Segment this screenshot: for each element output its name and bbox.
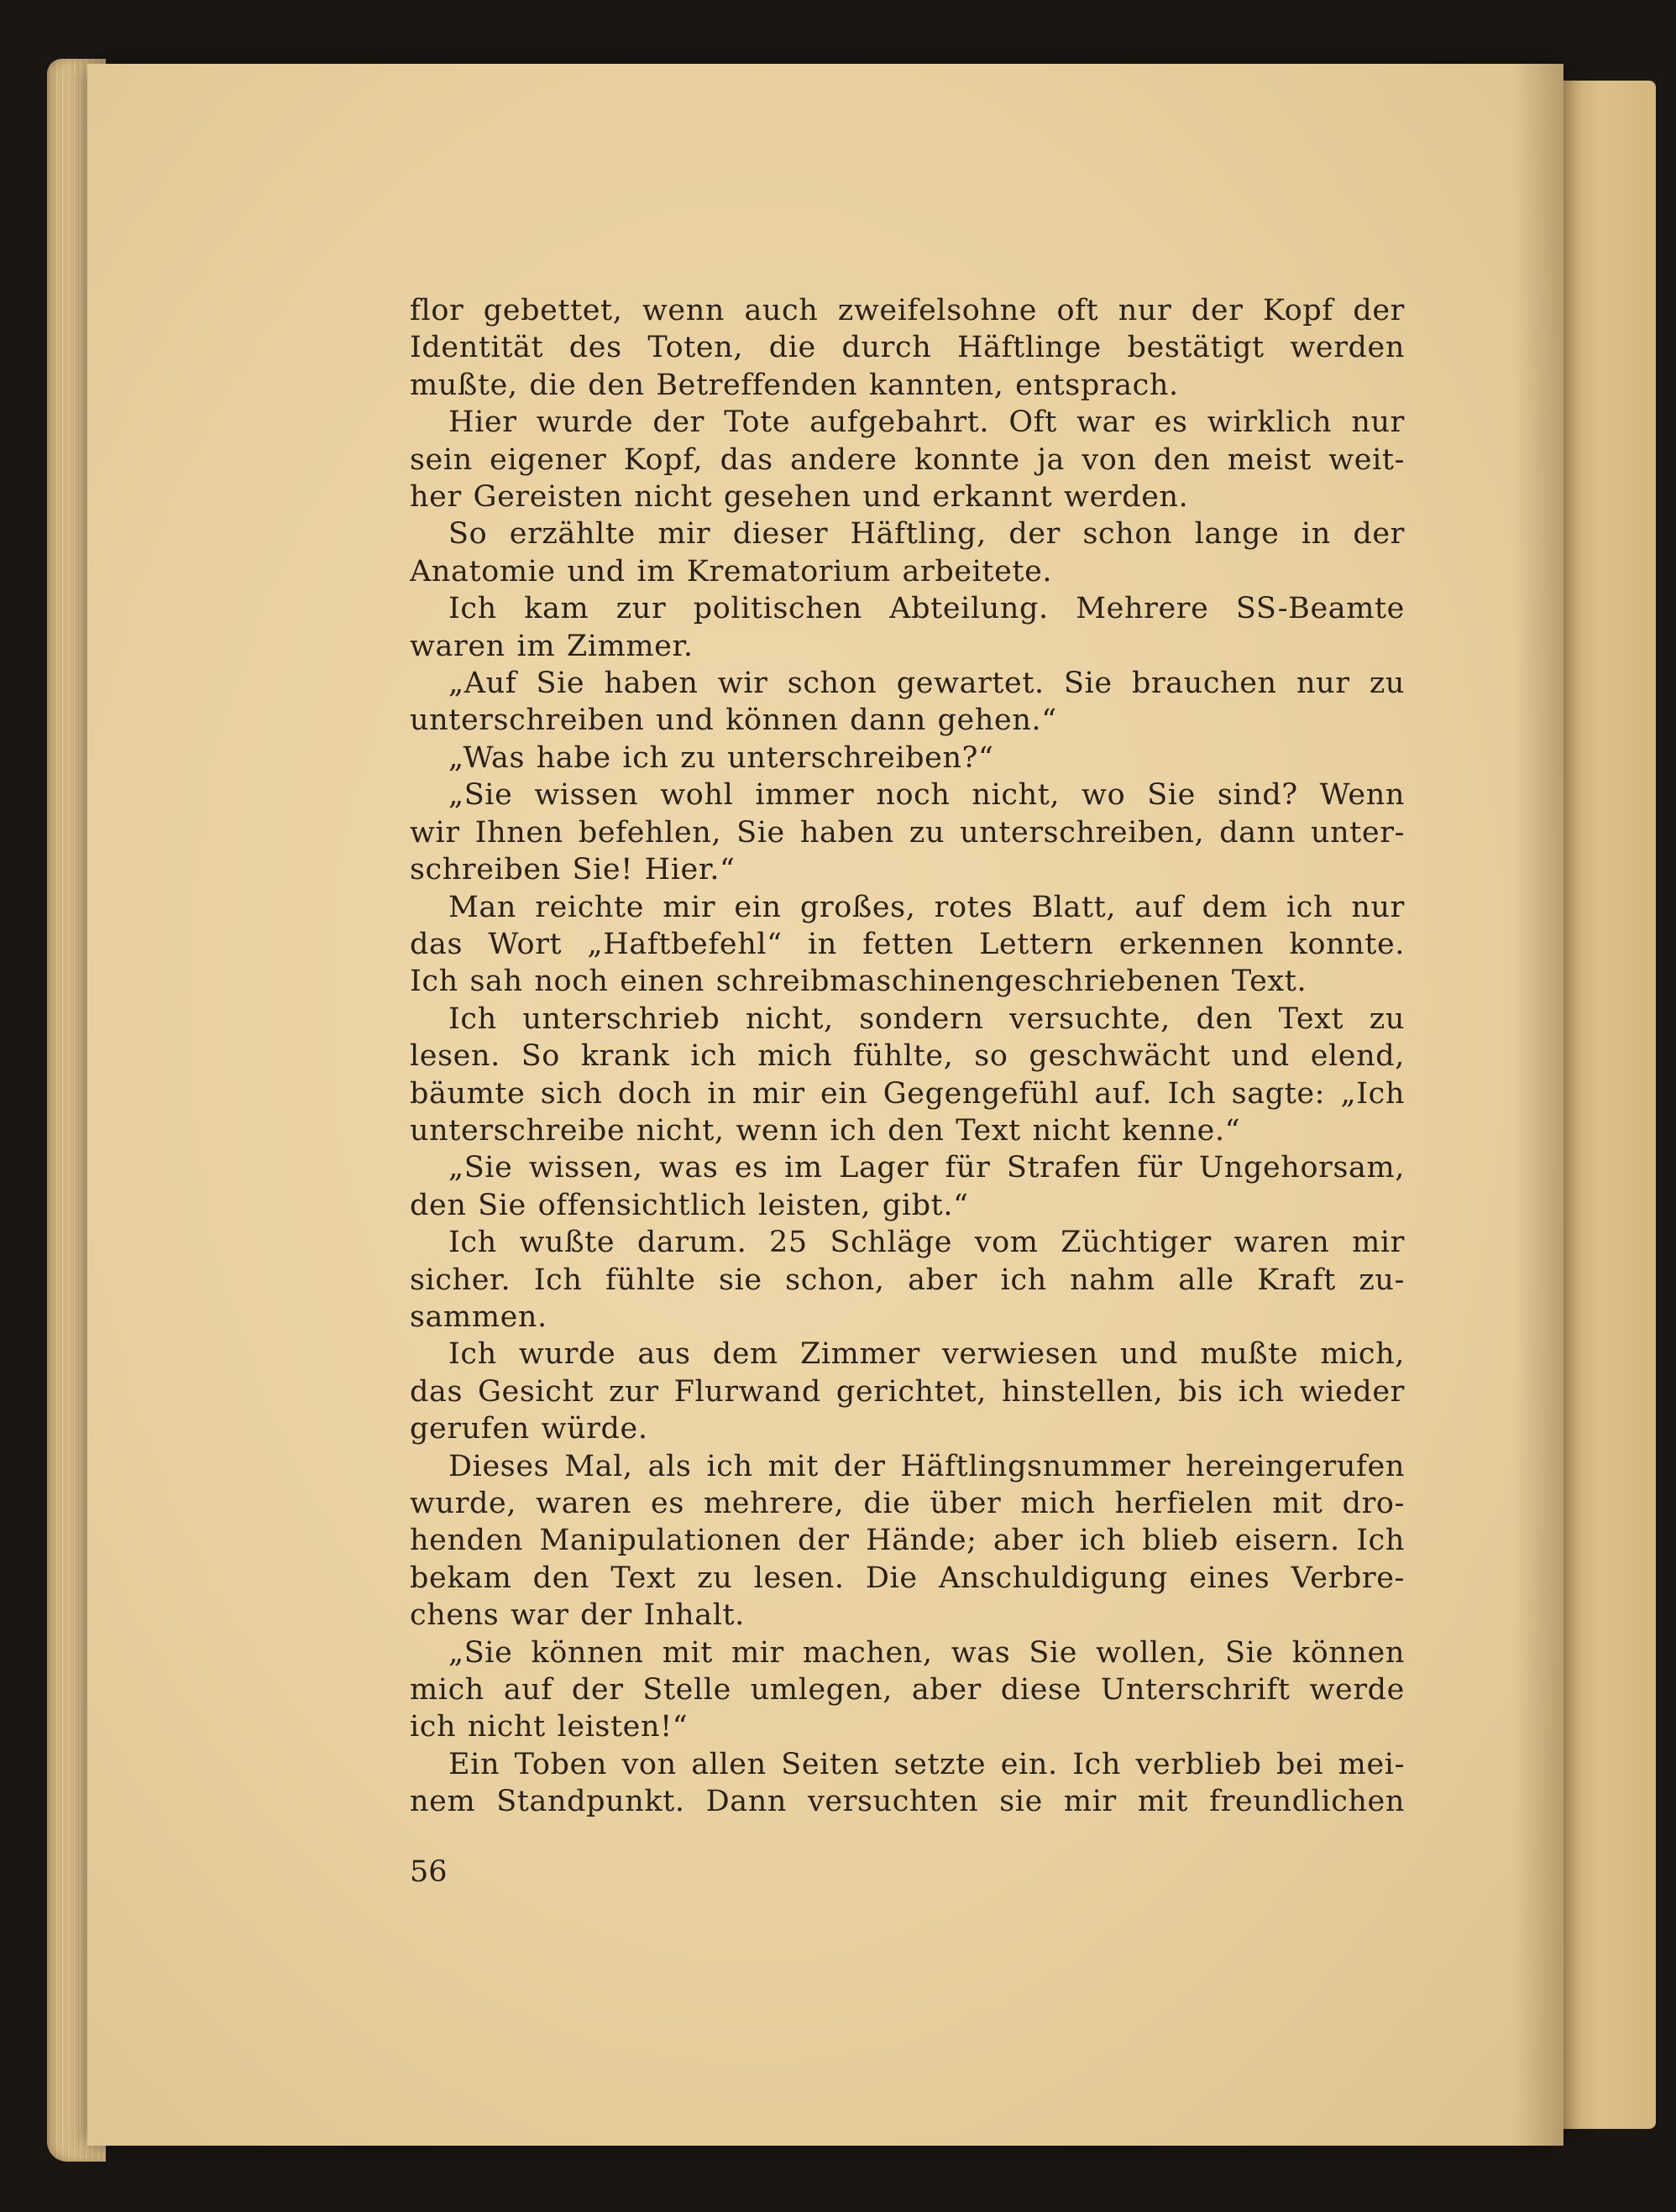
text-line: waren im Zimmer. — [410, 629, 694, 663]
facing-page-edge — [1563, 81, 1656, 2129]
text-line: So erzählte mir dieser Häftling, der schon lange in der — [448, 517, 1405, 552]
text-line: Identität des Toten, die durch Häftlinge bestätigt werden — [410, 331, 1405, 365]
text-line: „Was habe ich zu unterschreiben?“ — [448, 740, 994, 775]
text-line: her Gereisten nicht gesehen und erkannt werden. — [410, 480, 1189, 515]
text-line: gerufen würde. — [410, 1412, 648, 1446]
text-line: henden Manipulationen der Hände; aber ich blieb eisern. Ich — [410, 1524, 1405, 1558]
text-line: schreiben Sie! Hier.“ — [410, 853, 736, 887]
text-line: wir Ihnen befehlen, Sie haben zu unterschreiben, dann unter- — [410, 815, 1405, 850]
page-number: 56 — [410, 1855, 448, 1889]
text-line: Man reichte mir ein großes, rotes Blatt, auf dem ich nur — [448, 890, 1405, 924]
text-line: wurde, waren es mehrere, die über mich herfielen mit dro- — [410, 1487, 1405, 1520]
text-line: chens war der Inhalt. — [410, 1598, 745, 1633]
text-line: den Sie offensichtlich leisten, gibt.“ — [410, 1188, 969, 1222]
text-line: flor gebettet, wenn auch zweifelsohne oft nur der Kopf der — [410, 294, 1405, 327]
text-line: „Sie wissen wohl immer noch nicht, wo Sie sind? Wenn — [448, 778, 1405, 813]
text-line: sein eigener Kopf, das andere konnte ja von den meist weit- — [410, 442, 1405, 477]
text-line: mich auf der Stelle umlegen, aber diese Unterschrift werde — [410, 1673, 1405, 1707]
text-line: Ich sah noch einen schreibmaschinengeschriebenen Text. — [410, 965, 1307, 999]
text-line: „Sie können mit mir machen, was Sie wollen, Sie können — [448, 1635, 1405, 1670]
text-line: sicher. Ich fühlte sie schon, aber ich nahm alle Kraft zu- — [410, 1263, 1405, 1297]
text-line: Ein Toben von allen Seiten setzte ein. Ich verblieb bei mei- — [448, 1747, 1405, 1781]
text-line: bäumte sich doch in mir ein Gegengefühl auf. Ich sagte: „Ich — [410, 1076, 1405, 1111]
text-line: bekam den Text zu lesen. Die Anschuldigung eines Verbre- — [410, 1561, 1405, 1595]
gutter-shadow — [1513, 64, 1563, 2146]
text-line: unterschreiben und können dann gehen.“ — [410, 703, 1057, 738]
body-text — [410, 292, 1405, 1821]
text-line: Dieses Mal, als ich mit der Häftlingsnummer hereingerufen — [448, 1449, 1405, 1483]
text-line: Ich unterschrieb nicht, sondern versuchte, den Text zu — [448, 1001, 1405, 1036]
text-line: Hier wurde der Tote aufgebahrt. Oft war es wirklich nur — [448, 405, 1405, 440]
text-line: Ich kam zur politischen Abteilung. Mehrere SS-Beamte — [448, 592, 1405, 626]
text-line: Ich wußte darum. 25 Schläge vom Züchtiger waren mir — [448, 1226, 1405, 1260]
text-line: sammen. — [410, 1299, 547, 1334]
text-line: mußte, die den Betreffenden kannten, entsprach. — [410, 368, 1179, 402]
text-line: „Sie wissen, was es im Lager für Strafen für Ungehorsam, — [448, 1151, 1405, 1185]
text-line: nem Standpunkt. Dann versuchten sie mir mit freundlichen — [410, 1785, 1405, 1819]
text-line: ich nicht leisten!“ — [410, 1710, 689, 1744]
text-line: Anatomie und im Krematorium arbeitete. — [410, 554, 1053, 588]
text-line: „Auf Sie haben wir schon gewartet. Sie brauchen nur zu — [448, 667, 1405, 701]
text-line: Ich wurde aus dem Zimmer verwiesen und mußte mich, — [448, 1337, 1405, 1372]
text-line: das Wort „Haftbefehl“ in fetten Lettern erkennen konnte. — [410, 927, 1405, 961]
text-line: das Gesicht zur Flurwand gerichtet, hinstellen, bis ich wieder — [410, 1374, 1405, 1409]
text-line: unterschreibe nicht, wenn ich den Text nicht kenne.“ — [410, 1113, 1241, 1148]
text-line: lesen. So krank ich mich fühlte, so geschwächt und elend, — [410, 1039, 1405, 1074]
